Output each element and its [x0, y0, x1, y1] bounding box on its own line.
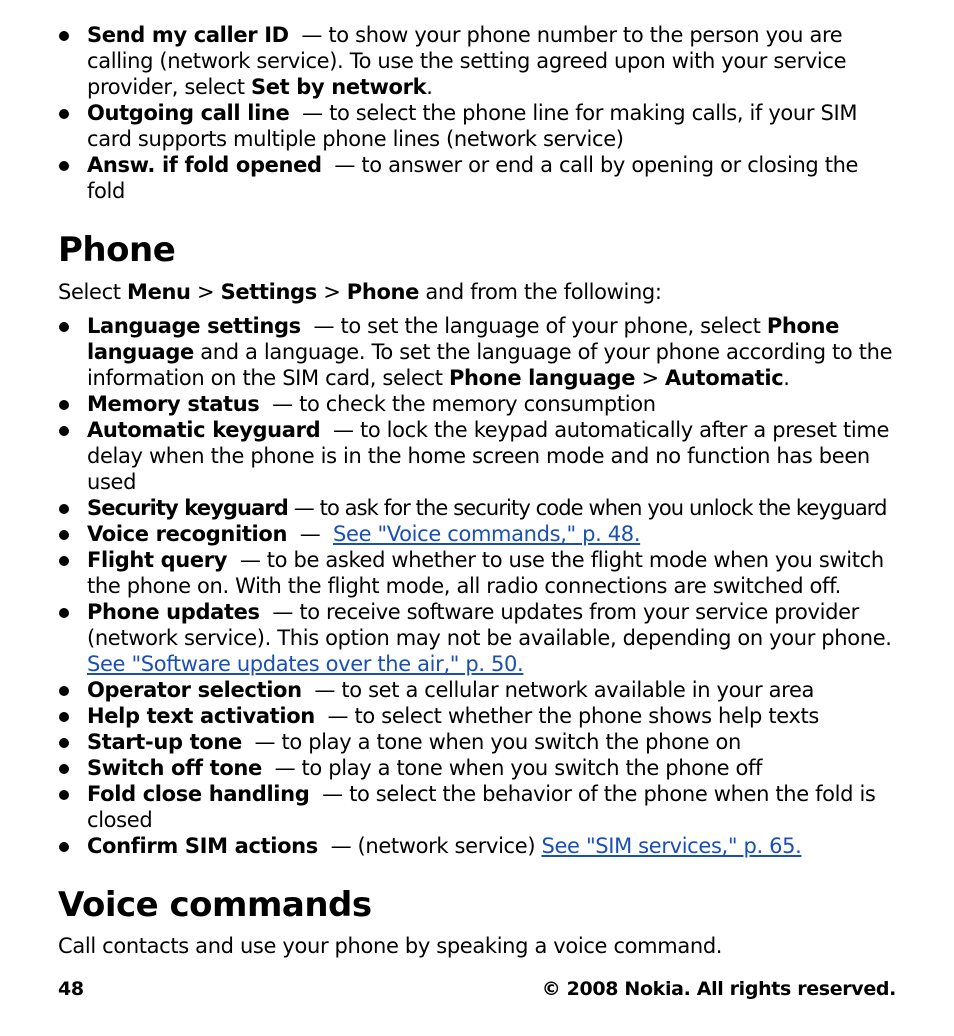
list-item-confirm-sim-actions	[58, 833, 898, 859]
item-description-cont: and a language. To set the language of your phone according to the information on the SIM card, select	[87, 340, 893, 390]
list-item-security-keyguard	[58, 495, 898, 521]
software-updates-link[interactable]: See "Software updates over the air," p. 50.	[87, 652, 524, 676]
item-term: Fold close handling	[87, 782, 310, 806]
menu-path-settings: Settings	[220, 280, 317, 304]
item-separator: —	[254, 730, 282, 754]
list-item-fold-close-handling	[58, 781, 898, 833]
item-description: to set a cellular network available in your area	[341, 678, 815, 702]
item-description: to select whether the phone shows help texts	[354, 704, 819, 728]
item-term: Security keyguard	[87, 496, 288, 520]
list-item-flight-query	[58, 547, 898, 599]
item-term: Send my caller ID	[87, 23, 289, 47]
list-item-phone-updates	[58, 599, 898, 677]
item-term: Start-up tone	[87, 730, 242, 754]
item-option: Set by network	[250, 75, 427, 99]
list-item-operator-selection	[58, 677, 898, 703]
item-separator: —	[330, 834, 358, 858]
list-item-switch-off-tone	[58, 755, 898, 781]
item-separator: —	[239, 548, 267, 572]
item-term: Memory status	[87, 392, 260, 416]
list-item-voice-recognition	[58, 521, 898, 547]
item-term: Language settings	[87, 314, 301, 338]
item-option: Phone language	[87, 314, 840, 364]
item-description: to select the behavior of the phone when the fold is closed	[87, 782, 876, 832]
copyright-notice: © 2008 Nokia. All rights reserved.	[541, 978, 896, 1000]
item-term: Voice recognition	[87, 522, 288, 546]
item-separator: —	[272, 392, 300, 416]
item-separator: —	[314, 678, 342, 702]
item-end: .	[426, 75, 433, 99]
item-description: to play a tone when you switch the phone on	[281, 730, 741, 754]
section-heading-voice-commands: Voice commands	[58, 885, 372, 925]
list-item-memory-status	[58, 391, 898, 417]
item-separator: —	[272, 600, 300, 624]
item-term: Switch off tone	[87, 756, 262, 780]
list-item-outgoing-call-line	[58, 100, 898, 152]
item-separator: —	[334, 153, 362, 177]
list-item-send-caller-id	[58, 22, 898, 100]
page-number: 48	[58, 978, 84, 1000]
voice-intro: Call contacts and use your phone by speaking a voice command.	[58, 934, 723, 958]
item-description: to receive software updates from your service provider (network service). This option may not be available, depending on your phone.	[87, 600, 892, 650]
intro-text: Select	[58, 280, 128, 304]
item-separator: —	[322, 782, 350, 806]
voice-commands-link[interactable]: See "Voice commands," p. 48.	[333, 522, 641, 546]
section-heading-phone: Phone	[58, 230, 176, 270]
item-end: .	[783, 366, 790, 390]
page-footer	[58, 978, 896, 1000]
item-term: Confirm SIM actions	[87, 834, 318, 858]
sim-services-link[interactable]: See "SIM services," p. 65.	[541, 834, 802, 858]
item-description: to select the phone line for making calls, if your SIM card supports multiple phone lines (network service)	[87, 101, 858, 151]
item-description: to check the memory consumption	[299, 392, 656, 416]
item-separator: —	[301, 23, 329, 47]
item-description: to show your phone number to the person you are calling (network service). To use the setting agreed upon with your service provider, select	[87, 23, 847, 99]
item-term: Automatic keyguard	[87, 418, 321, 442]
intro-text-end: and from the following:	[419, 280, 662, 304]
menu-path-phone: Phone	[346, 280, 420, 304]
path-separator: >	[316, 280, 347, 304]
item-separator: —	[274, 756, 302, 780]
item-separator: —	[302, 101, 330, 125]
item-description: to set the language of your phone, select	[340, 314, 767, 338]
item-description: (network service)	[357, 834, 542, 858]
path-separator: >	[190, 280, 221, 304]
caller-settings-list	[58, 22, 898, 204]
item-description: to answer or end a call by opening or closing the fold	[87, 153, 859, 203]
path-separator: >	[635, 366, 666, 390]
item-description: to play a tone when you switch the phone off	[301, 756, 763, 780]
list-item-automatic-keyguard	[58, 417, 898, 495]
item-separator: —	[299, 522, 327, 546]
phone-intro	[58, 279, 898, 305]
item-separator: —	[332, 418, 360, 442]
document-page	[58, 22, 898, 959]
list-item-language-settings	[58, 313, 898, 391]
menu-path-menu: Menu	[127, 280, 191, 304]
phone-settings-list	[58, 313, 898, 859]
item-term: Operator selection	[87, 678, 302, 702]
list-item-answ-fold-opened	[58, 152, 898, 204]
item-term: Answ. if fold opened	[87, 153, 322, 177]
list-item-start-up-tone	[58, 729, 898, 755]
item-description: to lock the keypad automatically after a preset time delay when the phone is in the home screen mode and no function has been used	[87, 418, 890, 494]
item-description: to be asked whether to use the flight mode when you switch the phone on. With the flight mode, all radio connections are switched off.	[87, 548, 884, 598]
item-option: Automatic	[665, 366, 784, 390]
item-term: Outgoing call line	[87, 101, 290, 125]
item-term: Help text activation	[87, 704, 315, 728]
item-separator: —	[327, 704, 355, 728]
list-item-help-text-activation	[58, 703, 898, 729]
item-option: Phone language	[449, 366, 636, 390]
item-term: Phone updates	[87, 600, 260, 624]
item-separator: —	[313, 314, 341, 338]
item-separator: —	[293, 496, 320, 520]
item-description: to ask for the security code when you unlock the keyguard	[319, 496, 887, 520]
item-term: Flight query	[87, 548, 228, 572]
